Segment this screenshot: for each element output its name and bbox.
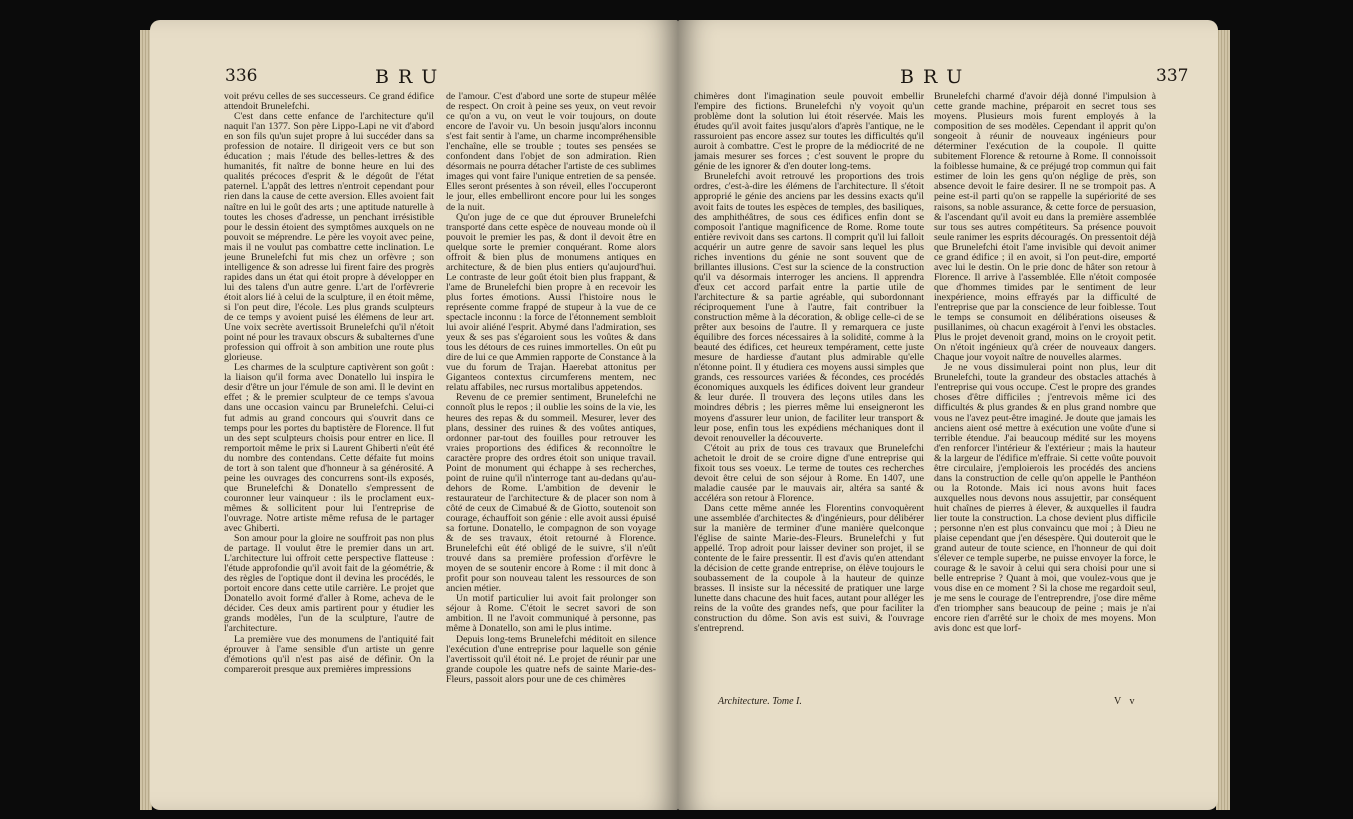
paragraph: Un motif particulier lui avoit fait prolonger son séjour à Rome. C'étoit le secret savori de son ambition. Il ne l'avoit communiqué à personne, pas même à Donatello, son ami le plus intime. xyxy=(446,593,656,635)
paragraph: C'est dans cette enfance de l'architecture qu'il naquit l'an 1377. Son père Lippo-Lapi ne vit d'abord en son fils qu'un sujet propre à lui succéder dans sa profession de notaire. Il dirigeoit vers ce but son éducation ; mais l'étude des belles-lettres & des humanités, fit naître de bonne heure en lui des qualités précoces d'esprit & le dégoût de l'état paternel. L'appât des lettres n'entroit cependant pour rien dans la cause de cette aversion. Elles avoient fait naître en lui le goût des arts ; une aptitude naturelle à toutes les choses d'adresse, un penchant irrésistible pour le dessin étoient des symptômes auxquels on ne pouvoit se méprendre. Le père les voyoit avec peine, mais il ne voulut pas combattre cette inclination. Le jeune Brunelefchi fut mis chez un orfèvre ; son intelligence & son adresse lui firent faire des progrès rapides dans un état qui étoit propre à développer en lui des talens d'un autre genre. L'art de l'orfèvrerie étoit alors lié à celui de la sculpture, il en étoit même, si l'on peut dire, l'école. Les plus grands sculpteurs de ce temps y avoient puisé les élémens de leur art. Une voix secrète avertissoit Brunelefchi qu'il n'étoit point né pour les travaux obscurs & subalternes d'une profession qui offroit à son ambition une route plus glorieuse. xyxy=(224,111,434,364)
paragraph: Je ne vous dissimulerai point non plus, leur dit Brunelefchi, toute la grandeur des obstacles attachés à l'entreprise qui vous occupe. C'est le propre des grandes choses d'être difficiles ; j'entrevois même ici des difficultés & plus grandes & en plus grand nombre que vous ne l'avez peut-être imaginé. Je doute que jamais les anciens aient osé mettre à exécution une voûte d'une si terrible étendue. J'ai beaucoup médité sur les moyens d'en renforcer l'intérieur & l'extérieur ; mais la hauteur & la largeur de l'édifice m'effraie. Si cette voûte pouvoit être circulaire, j'emploierois les procédés des anciens dans la construction de celle qu'on appelle le Panthéon ou la Rotonde. Mais ici nous avons huit faces auxquelles nous devons nous assujettir, par conséquent huit chaînes de pierres à élever, & auxquelles il faudra lier toute la construction. La chose devient plus difficile ; personne n'en est plus convaincu que moi ; à Dieu ne plaise cependant que j'en désespère. Qui douteroit que le grand auteur de toute science, en l'honneur de qui doit s'élever ce temple superbe, ne puisse envoyer la force, le courage & le savoir à celui qui sera choisi pour une si belle entreprise ? Quant à moi, que voulez-vous que je vous dise en ce moment ? Si la chose me regardoit seul, je me sens le courage de l'entreprendre, j'ose dire même d'en triompher sans beaucoup de peine ; mais je n'ai encore rien d'arrêté sur le choix de mes moyens. Mon avis donc est que lorf- xyxy=(934,362,1156,635)
paragraph: chimères dont l'imagination seule pouvoit embellir l'empire des fictions. Brunelefchi n'y voyoit qu'un problème dont la solution lui étoit réservée. Mais les études qu'il avoit faites jusqu'alors d'après l'antique, ne le rassuroient pas encore assez sur toutes les difficultés qu'il auroit à combattre. C'est le propre de la médiocrité de ne jamais mesurer ses forces ; c'est souvent le propre du génie de les ignorer & d'en douter long-tems. xyxy=(694,92,924,173)
paragraph: C'étoit au prix de tous ces travaux que Brunelefchi achetoit le droit de se croire digne d'une entreprise qui fixoit tous ses voeux. Le terme de toutes ces recherches devoit être celui de son séjour à Rome. En 1407, une maladie causée par le mauvais air, altéra sa santé & accéléra son retour à Florence. xyxy=(694,442,924,504)
right-column-1 xyxy=(694,92,924,692)
paragraph: Son amour pour la gloire ne souffroit pas non plus de partage. Il voulut être le premier dans un art. L'architecture lui offroit cette perspective flatteuse : l'étude approfondie qu'il avoit fait de la géométrie, & des règles de l'optique dont il devina les procédés, le portoit encore dans cette utile carrière. Le projet que Donatello avoit formé d'aller à Rome, acheva de le décider. Ces deux amis partirent pour y étudier les grands modèles, l'un de la sculpture, l'autre de l'architecture. xyxy=(224,533,434,635)
paragraph: La première vue des monumens de l'antiquité fait éprouver à l'ame sensible d'un artiste un genre d'émotions qu'il n'est pas aisé de définir. On la compareroit presque aux premières impressions xyxy=(224,633,434,675)
paragraph: de l'amour. C'est d'abord une sorte de stupeur mêlée de respect. On croit à peine ses yeux, on veut revoir ce qu'on a vu, on veut le voir toujours, on doute encore de l'avoir vu. Un besoin jusqu'alors inconnu s'est fait sentir à l'ame, un charme incompréhensible l'enchaîne, elle se trouble ; toutes ses pensées se confondent dans l'objet de son admiration. Rien désormais ne pourra détacher l'artiste de ces sublimes images qui vont faire l'unique entretien de sa pensée. Elles seront présentes à son réveil, elles l'occuperont le jour, elles embelliront encore pour lui les songes de la nuit. xyxy=(446,92,656,213)
paragraph: Dans cette même année les Florentins convoquèrent une assemblée d'architectes & d'ingénieurs, pour délibérer sur la manière de terminer d'une manière quelconque l'église de sainte Marie-des-Fleurs. Brunelefchi y fut appellé. Trop adroit pour laisser deviner son projet, il se contente de le faire pressentir. Il est d'avis qu'en attendant la décision de cette grande entreprise, on élève toujours le soubassement de la coupole à la hauteur de quinze brasses. Il insiste sur la nécessité de pratiquer une large lunette dans chacune des huit faces, autant pour alléger les reins de la voûte des grandes nefs, que pour faciliter la construction du dôme. Son avis est suivi, & l'ouvrage s'entreprend. xyxy=(694,502,924,635)
paragraph: Les charmes de la sculpture captivèrent son goût : la liaison qu'il forma avec Donatello lui inspira le desir d'être un jour l'émule de son ami. Il le devint en effet ; & le premier sculpteur de ce temps s'avoua dans une occasion vaincu par Brunelefchi. Celui-ci fut admis au grand concours qui s'ouvrit dans ce temps pour les portes du baptistère de Florence. Il fut un des sept sculpteurs choisis pour entrer en lice. Il remportoit même le prix si Laurent Ghiberti n'eût été du nombre des contendans. Cette défaite fut moins de tort à son talent que d'honneur à sa générosité. A peine les ouvrages des concurrens sont-ils exposés, que Brunelefchi & Donatello s'empressent de couronner leur vainqueur : ils le proclament eux-mêmes & sollicitent pour lui l'entreprise de l'ouvrage. Notre artiste même refusa de le partager avec Ghiberti. xyxy=(224,362,434,535)
right-page-edges xyxy=(1216,30,1230,810)
paragraph: Revenu de ce premier sentiment, Brunelefchi ne connoît plus le repos ; il oublie les soins de la vie, les heures des repas & du sommeil. Mesurer, lever des plans, dessiner des ruines & des voûtes antiques, ordonner par-tout des fouilles pour retrouver les vraies proportions des édifices & reconnoître le caractère propre des ordres étoit son unique travail. Point de monument qui échappe à ses recherches, point de ruine qu'il n'interroge tant au-dedans qu'au-dehors de Rome. L'ambition de devenir le restaurateur de l'architecture & de placer son nom à côté de ceux de Cimabué & de Giotto, soutenoit son courage, échauffoit son génie : elle avoit aussi épuisé sa fortune. Donatello, le compagnon de son voyage & de ses travaux, étoit retourné à Florence. Brunelefchi eût été obligé de le suivre, s'il n'eût trouvé dans sa première profession d'orfèvre le moyen de se soutenir encore à Rome : il mit donc à profit pour son nouveau talent les ressources de son ancien métier. xyxy=(446,392,656,595)
left-column-2 xyxy=(446,92,656,796)
paragraph: voit prévu celles de ses successeurs. Ce grand édifice attendoit Brunelefchi. xyxy=(224,92,434,113)
left-column-1 xyxy=(224,92,434,796)
left-running-header: BRU xyxy=(375,66,447,88)
paragraph: Qu'on juge de ce que dut éprouver Brunelefchi transporté dans cette espèce de nouveau monde où il pouvoit le premier les pas, & dont il devoit être en quelque sorte le premier conquérant. Rome alors offroit & bien plus de monumens antiques en architecture, & de bien plus entiers qu'aujourd'hui. Le contraste de leur goût étoit bien plus frappant, & l'ame de Brunelefchi bien propre à en recevoir les plus fortes émotions. Aussi l'histoire nous le représente comme frappé de stupeur à la vue de ce spectacle inconnu : la force de l'étonnement sembloit lui avoir aliéné l'esprit. Abymé dans l'admiration, ses yeux & ses pas s'égaroient sous les voûtes & dans tous les détours de ces ruines immortelles. On eût pu dire de lui ce que Ammien rapporte de Constance à la vue du forum de Trajan. Haerebat attonitus per Giganteos contextus circumferens mentem, nec relatu affabiles, nec rursus mortalibus appetendos. xyxy=(446,211,656,394)
paragraph: Brunelefchi charmé d'avoir déjà donné l'impulsion à cette grande machine, préparoit en secret tous ses moyens. Plusieurs mois furent employés à la composition de ses modèles. Cependant il apprit qu'on songeoit à réunir de nouveaux ingénieurs pour déterminer l'exécution de la coupole. Il quitte subitement Florence & retourne à Rome. Il connoissoit la foiblesse humaine, & ce préjugé trop commun qui fait estimer de loin les gens qu'on néglige de près, son absence devoit le faire desirer. Il ne se trompoit pas. A peine est-il parti qu'on se rappelle la supériorité de ses raisons, sa noble assurance, & cette force de persuasion, & l'ascendant qu'il avoit eu dans la première assemblée sur tous ses autres compétiteurs. Sa présence pouvoit seule ranimer les esprits découragés. On pressentoit déjà que Brunelefchi étoit l'ame invisible qui devoit animer ce grand édifice ; il en avoit, si l'on peut-dire, emporté avec lui le destin. On le prie donc de hâter son retour à Florence. Il arrive à l'assemblée. Elle n'étoit composée que d'hommes timides par le sentiment de leur inexpérience, moins effrayés par la difficulté de l'entreprise que par la conscience de leur foiblesse. Tout le temps se consumoit en délibérations oiseuses & pusillanimes, où chacun exagéroit à l'envi les obstacles. Plus le projet devenoit grand, moins on le croyoit petit. On n'étoit ingénieux qu'à créer de nouveaux dangers. Chaque jour voyoit naître de nouvelles alarmes. xyxy=(934,92,1156,364)
right-running-header: BRU xyxy=(900,66,972,88)
right-column-2 xyxy=(934,92,1156,782)
left-page xyxy=(150,20,678,810)
right-page-number: 337 xyxy=(1156,66,1189,86)
paragraph: Brunelefchi avoit retrouvé les proportions des trois ordres, c'est-à-dire les élémens de l'architecture. Il s'étoit approprié le génie des anciens par les dessins exacts qu'il avoit faits de toutes les espèces de temples, des basiliques, des amphithéâtres, de sous ces édifices enfin dont se composoit l'antique magnificence de Rome. Rome toute entière revivoit dans ses cartons. Il comprit qu'il lui falloit acquérir un autre genre de savoir sans lequel les plus riches inventions du génie ne sont souvent que de brillantes illusions. C'est sur la science de la construction qu'il va désormais interroger les anciens. Il apprendra d'eux cet accord parfait entre la partie utile de l'architecture & sa partie agréable, qui subordonnant réciproquement l'une à l'autre, fait contribuer la construction même à la décoration, & oblige celle-ci de se prêter aux besoins de l'autre. Il y remarquera ce juste équilibre des forces nécessaires à la solidité, comme à la beauté des édifices, cet heureux tempérament, cette juste mesure de hardiesse d'autant plus admirable qu'elle n'étonne point. Il y étudiera ces moyens aussi simples que grands, ces ressources variées & fécondes, ces procédés économiques auxquels les édifices doivent leur grandeur & leur durée. Il trouvera des leçons utiles dans les moindres débris ; les pierres même lui enseigneront les moyens d'assurer leur union, de faciliter leur transport & leur pose, enfin tous les expédiens méchaniques dont il devoit renouveller la découverte. xyxy=(694,171,924,444)
signature-mark: V v xyxy=(1114,696,1138,707)
left-page-number: 336 xyxy=(225,66,258,86)
right-page xyxy=(678,20,1218,810)
footer-volume: Architecture. Tome I. xyxy=(718,696,802,707)
paragraph: Depuis long-tems Brunelefchi méditoit en silence l'exécution d'une entreprise pour laquelle son génie l'avertissoit qu'il étoit né. Le projet de réunir par une grande coupole les quatre nefs de sainte Marie-des-Fleurs, passoit alors pour une de ces chimères xyxy=(446,633,656,685)
